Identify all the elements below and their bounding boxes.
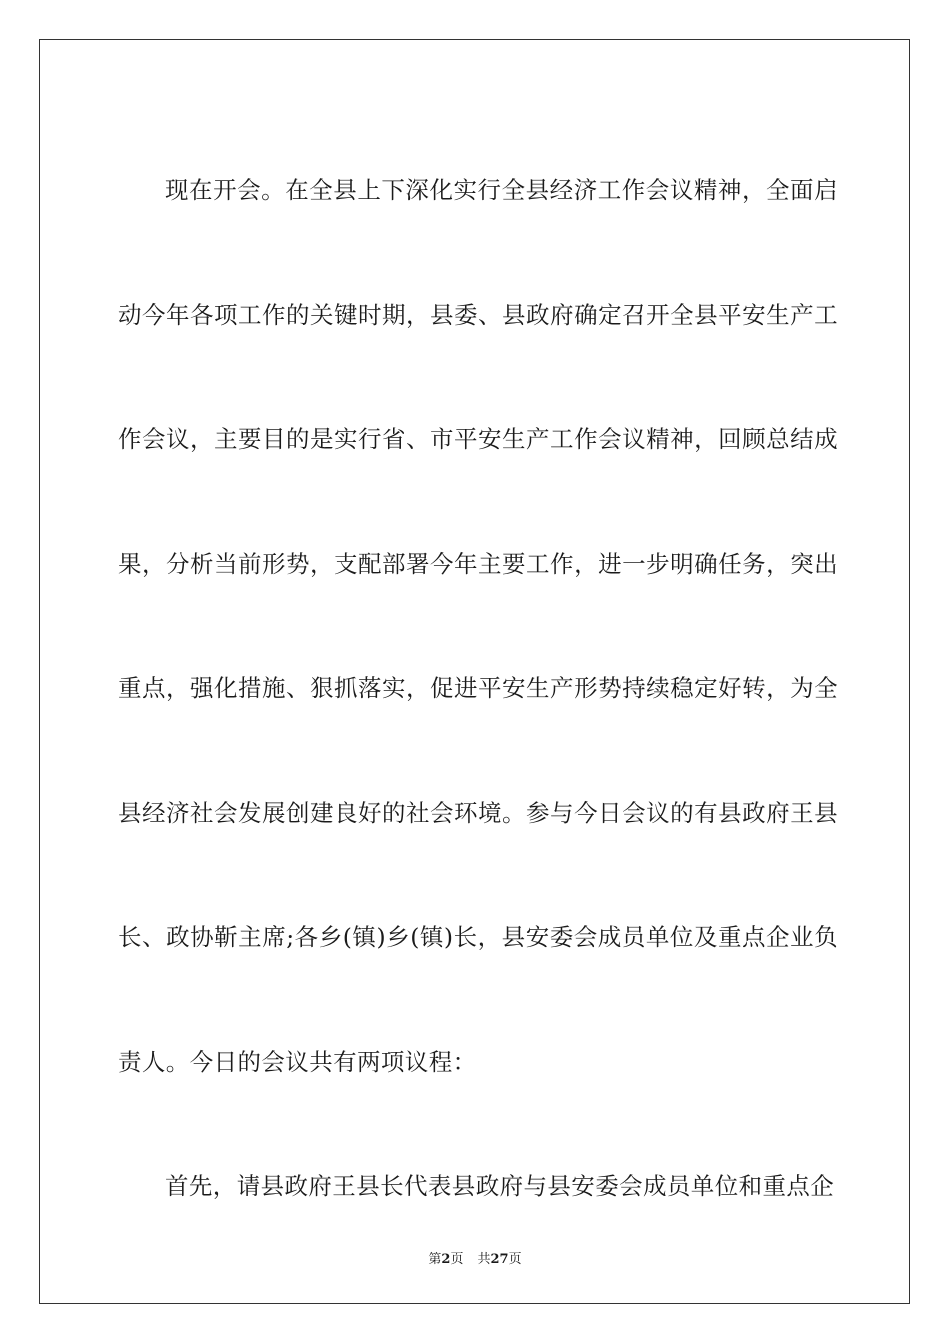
- page-suffix: 页: [450, 1252, 464, 1267]
- page-prefix: 第: [428, 1252, 442, 1267]
- paragraph-2: 首先，请县政府王县长代表县政府与县安委会成员单位和重点企: [165, 1172, 835, 1200]
- page-number: 2: [441, 1252, 451, 1267]
- document-body: [118, 128, 838, 1249]
- total-pages: 27: [490, 1252, 509, 1267]
- total-prefix: 共: [477, 1252, 491, 1267]
- total-suffix: 页: [508, 1252, 522, 1267]
- page-footer: [0, 1248, 950, 1267]
- paragraph-1: 现在开会。在全县上下深化实行全县经济工作会议精神，全面启动今年各项工作的关键时期，县委、县政府确定召开全县平安生产工作会议，主要目的是实行省、市平安生产工作会议精神，回顾总结成果，分析当前形势，支配部署今年主要工作，进一步明确任务，突出重点，强化措施、狠抓落实，促进平安生产形势持续稳定好转，为全县经济社会发展创建良好的社会环境。参与今日会议的有县政府王县长、政协靳主席;各乡(镇)乡(镇)长，县安委会成员单位及重点企业负责人。今日的会议共有两项议程：: [118, 176, 838, 1076]
